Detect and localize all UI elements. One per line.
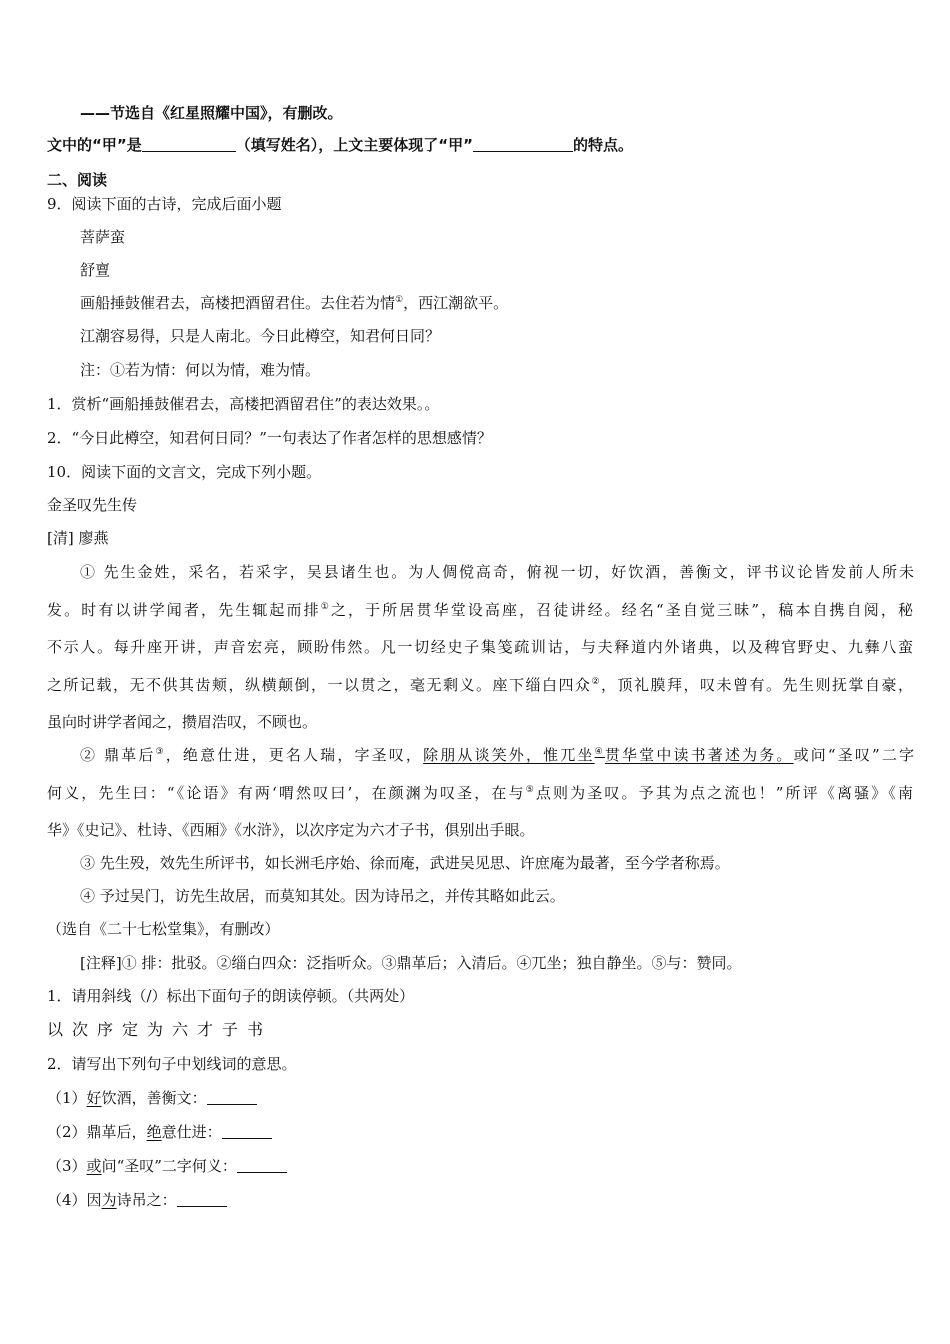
q10-prompt: 10．阅读下面的文言文，完成下列小题。 <box>47 463 322 481</box>
q9-prompt: 9．阅读下面的古诗，完成后面小题 <box>47 195 282 213</box>
article-author: [清] 廖燕 <box>47 529 109 547</box>
trait-blank[interactable] <box>473 136 573 152</box>
q10-sub2: 2．请写出下列句子中划线词的意思。 <box>47 1055 297 1073</box>
para1-line2 <box>47 600 913 620</box>
note-marker: ① <box>320 602 331 612</box>
annotation: [注释]① 排：批驳。②缁白四众：泛指听众。③鼎革后；入清后。④兀坐；独自静坐。⑤与：赞同。 <box>80 954 742 972</box>
poem-line-1-a: 画船捶鼓催君去，高楼把酒留君住。去住若为情 <box>80 294 396 312</box>
item-number: （2） <box>47 1123 87 1141</box>
section-heading: 二、阅读 <box>47 171 108 189</box>
vocab-item-3 <box>47 1156 287 1176</box>
item-number: （1） <box>47 1089 87 1107</box>
name-blank[interactable] <box>142 136 236 152</box>
para3: ③ 先生殁，效先生所评书，如长洲毛序始、徐而庵，武进吴见思、许庶庵为最著，至今学者称焉。 <box>80 854 730 872</box>
note-marker: ④ <box>594 747 605 757</box>
item-pre-text: 因 <box>86 1191 102 1209</box>
note-marker: ⑤ <box>525 785 536 795</box>
answer-blank[interactable] <box>207 1089 257 1105</box>
pause-sentence: 以次序定为六才子书 <box>47 1020 273 1039</box>
note-marker: ③ <box>155 747 166 757</box>
item-text: 问“圣叹”二字何义： <box>101 1157 237 1175</box>
para1-line4-a: 之所记载，无不供其齿颊，纵横颠倒，一以贯之，毫无剩义。座下缁白四众 <box>47 676 592 694</box>
para1-line1: ① 先生金姓，采名，若采字，吴县诸生也。为人倜傥高奇，俯视一切，好饮酒，善衡文，评书议论皆发前人所未 <box>80 563 914 581</box>
para1-line4-b: ，顶礼膜拜，叹未曾有。先生则抚掌自豪， <box>601 676 913 694</box>
q9-sub2: 2．“今日此樽空，知君何日同？”一句表达了作者怎样的思想感情？ <box>47 429 492 447</box>
item-text: 诗吊之： <box>116 1191 177 1209</box>
vocab-item-2 <box>47 1122 272 1142</box>
underlined-sentence-cont: 贯华堂中读书著述为务。 <box>604 746 794 764</box>
poem-line-2: 江潮容易得，只是人南北。今日此樽空，知君何日同？ <box>80 327 441 345</box>
q10-sub1: 1．请用斜线（/）标出下面句子的朗读停顿。（共两处） <box>47 987 415 1005</box>
underlined-word: 好 <box>86 1089 102 1107</box>
para2-line2-a: 何义，先生曰：“《论语》有两‘喟然叹曰’，在颜渊为叹圣，在与 <box>47 784 526 802</box>
question-fill-in <box>47 135 633 155</box>
para1-line3: 不示人。每升座开讲，声音宏亮，顾盼伟然。凡一切经史子集笺疏训诂，与夫释道内外诸典，以及稗官野史、九彝八蛮 <box>47 638 913 656</box>
para2-line3: 华》《史记》、杜诗、《西厢》《水浒》，以次序定为六才子书，俱别出手眼。 <box>47 821 535 839</box>
item-number: （4） <box>47 1191 87 1209</box>
para2-line1-a: ② 鼎革后 <box>80 746 156 764</box>
para1-line2-a: 发。时有以讲学闻者，先生辄起而排 <box>47 601 321 619</box>
vocab-item-1 <box>47 1088 257 1108</box>
source-line: ——节选自《红星照耀中国》，有删改。 <box>80 104 343 122</box>
underlined-sentence: 除朋从谈笑外，惟兀坐 <box>423 746 595 764</box>
question-suffix: 的特点。 <box>572 136 633 154</box>
item-pre-text: 鼎革后， <box>86 1123 147 1141</box>
poem-line-1-b: ，西江潮欲平。 <box>403 294 509 312</box>
para1-line5: 虽向时讲学者闻之，攒眉浩叹，不顾也。 <box>47 713 318 731</box>
poem-note: 注：①若为情：何以为情，难为情。 <box>80 361 321 379</box>
question-middle: （填写姓名），上文主要体现了“甲” <box>235 136 473 154</box>
article-source: （选自《二十七松堂集》，有删改） <box>47 920 280 938</box>
item-text: 意仕进： <box>161 1123 222 1141</box>
poem-line-1 <box>80 293 508 313</box>
para2-line1-c: 或问“圣叹”二字 <box>793 746 914 764</box>
note-marker: ① <box>395 295 404 305</box>
para4: ④ 予过吴门，访先生故居，而莫知其处。因为诗吊之，并传其略如此云。 <box>80 887 565 905</box>
para2-line1 <box>80 745 914 765</box>
para1-line2-b: 之，于所居贯华堂设高座，召徒讲经。经名“圣自觉三昧”，稿本自携自阅，秘 <box>330 601 913 619</box>
para2-line2-b: 点则为圣叹。予其为点之流也！”所评《离骚》《南 <box>535 784 913 802</box>
answer-blank[interactable] <box>237 1157 287 1173</box>
para2-line2 <box>47 783 913 803</box>
vocab-item-4 <box>47 1190 227 1210</box>
answer-blank[interactable] <box>177 1191 227 1207</box>
para1-line4 <box>47 675 913 695</box>
poem-author: 舒亶 <box>80 261 111 279</box>
poem-title: 菩萨蛮 <box>80 228 126 246</box>
underlined-word: 绝 <box>146 1123 162 1141</box>
underlined-word: 为 <box>101 1191 117 1209</box>
item-number: （3） <box>47 1157 87 1175</box>
answer-blank[interactable] <box>222 1123 272 1139</box>
item-text: 饮酒，善衡文： <box>101 1089 207 1107</box>
question-prefix: 文中的“甲”是 <box>47 136 142 154</box>
note-marker: ② <box>591 677 602 687</box>
underlined-word: 或 <box>86 1157 102 1175</box>
para2-line1-b: ，绝意仕进，更名人瑞，字圣叹， <box>165 746 424 764</box>
article-title: 金圣叹先生传 <box>47 496 138 514</box>
q9-sub1: 1．赏析“画船捶鼓催君去，高楼把酒留君住”的表达效果。。 <box>47 395 440 413</box>
